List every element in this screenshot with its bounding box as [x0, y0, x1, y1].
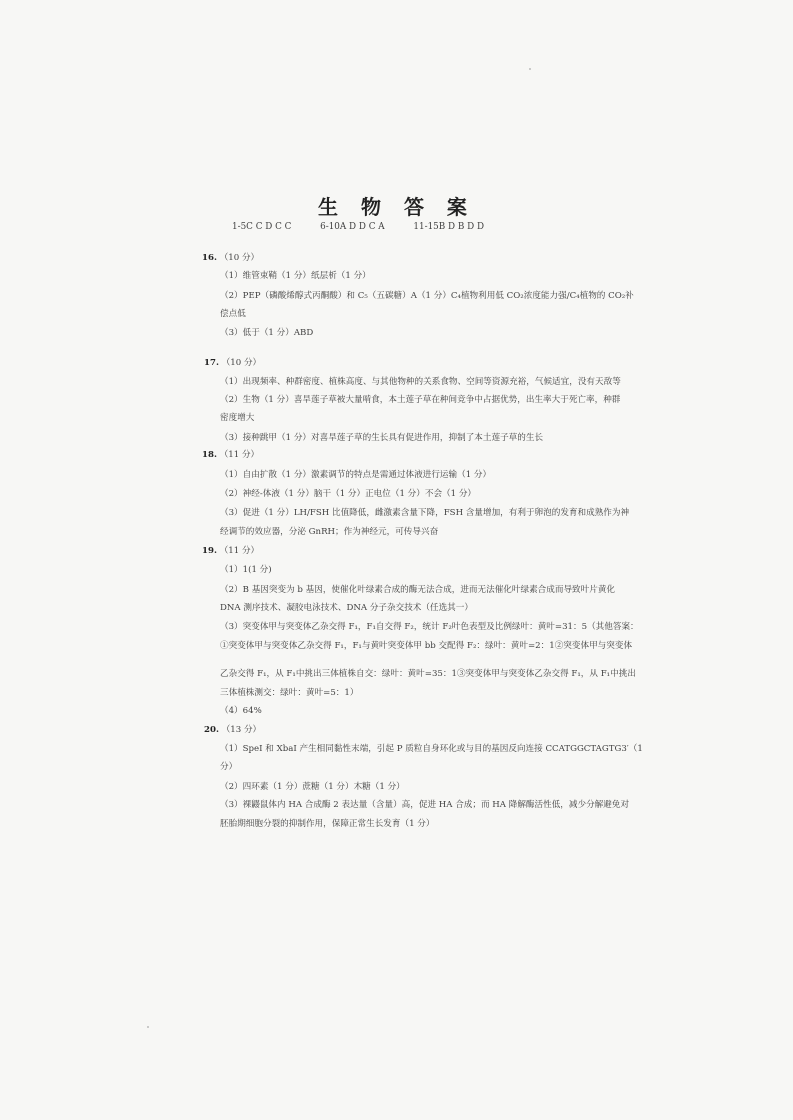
q16-line-1: （1）维管束鞘（1 分）纸层析（1 分） — [220, 271, 371, 281]
q19-header — [202, 545, 259, 557]
q18-line-1: （1）自由扩散（1 分）激素调节的特点是需通过体液进行运输（1 分） — [220, 470, 492, 480]
q18-header — [202, 449, 259, 461]
choice-answers — [232, 221, 510, 233]
question-score: （11 分） — [219, 546, 260, 556]
q16-header — [202, 252, 259, 264]
q17-line-1: （1）出现频率、种群密度、植株高度、与其他物种的关系食物、空间等资源充裕，气候适宜，没有天敌等 — [220, 377, 621, 387]
q19-line-8: （4）64% — [220, 706, 262, 716]
q20-line-1: （1）SpeI 和 XbaI 产生相同黏性末端，引起 P 质粒自身环化或与目的基因反向连接 CCATGGCTAGTG3′（1 — [220, 744, 643, 754]
q18-line-2: （2）神经-体液（1 分）脑干（1 分）正电位（1 分）不会（1 分） — [220, 489, 477, 499]
q17-line-3: 密度增大 — [220, 413, 255, 423]
q18-line-4: 经调节的效应器，分泌 GnRH；作为神经元，可传导兴奋 — [220, 527, 439, 537]
question-score: （11 分） — [219, 450, 260, 460]
q19-line-3: DNA 测序技术、凝胶电泳技术、DNA 分子杂交技术（任选其一） — [220, 603, 473, 613]
q19-line-4: （3）突变体甲与突变体乙杂交得 F₁，F₁自交得 F₂，统计 F₂叶色表型及比例绿叶：黄叶=31：5（其他答案： — [220, 622, 639, 632]
scan-speck — [529, 68, 531, 70]
q20-line-2: 分） — [220, 762, 238, 772]
q17-line-2: （2）生物（1 分）喜旱莲子草被大量啃食，本土莲子草在种间竞争中占据优势，出生率大于死亡率，种群 — [220, 395, 621, 405]
question-score: （10 分） — [219, 253, 260, 263]
question-score: （13 分） — [221, 725, 262, 735]
q18-line-3: （3）促进（1 分）LH/FSH 比值降低，雌激素含量下降，FSH 含量增加，有利于卵泡的发育和成熟作为神 — [220, 508, 630, 518]
question-number: 16. — [202, 253, 217, 263]
q16-line-4: （3）低于（1 分）ABD — [220, 328, 314, 338]
choice-answers-6-10: 6-10A D D C A — [320, 222, 385, 232]
page-title: 生 物 答 案 — [318, 195, 475, 219]
question-number: 20. — [204, 725, 219, 735]
q19-line-1: （1）1(1 分) — [220, 565, 272, 575]
question-score: （10 分） — [221, 358, 262, 368]
question-number: 18. — [202, 450, 217, 460]
q19-line-6: 乙杂交得 F₁，从 F₁中挑出三体植株自交：绿叶：黄叶=35：1③突变体甲与突变体乙杂交得 F₁，从 F₁中挑出 — [220, 669, 636, 679]
q19-line-5: ①突变体甲与突变体乙杂交得 F₁，F₁与黄叶突变体甲 bb 交配得 F₂：绿叶：黄叶=2：1②突变体甲与突变体 — [220, 641, 633, 651]
q17-line-4: （3）接种跳甲（1 分）对喜旱莲子草的生长具有促进作用，抑制了本土莲子草的生长 — [220, 433, 544, 443]
q20-line-3: （2）四环素（1 分）蔗糖（1 分）木糖（1 分） — [220, 782, 405, 792]
q20-line-4: （3）裸鼹鼠体内 HA 合成酶 2 表达量（含量）高，促进 HA 合成；而 HA 降解酶活性低，减少分解避免对 — [220, 800, 630, 810]
q17-header — [204, 357, 261, 369]
choice-answers-11-15: 11-15B D B D D — [413, 222, 485, 232]
q19-line-7: 三体植株测交：绿叶：黄叶=5：1） — [220, 688, 359, 698]
q20-header — [204, 724, 261, 736]
q20-line-5: 胚胎期细胞分裂的抑制作用，保障正常生长发育（1 分） — [220, 819, 435, 829]
question-number: 17. — [204, 358, 219, 368]
scan-speck — [147, 1026, 149, 1028]
choice-answers-1-5: 1-5C C D C C — [232, 222, 292, 232]
q16-line-2: （2）PEP（磷酸烯醇式丙酮酸）和 C₅（五碳糖）A（1 分）C₄植物利用低 CO₂浓度能力强/C₄植物的 CO₂补 — [220, 291, 634, 301]
q19-line-2: （2）B 基因突变为 b 基因，使催化叶绿素合成的酶无法合成，进而无法催化叶绿素合成而导致叶片黄化 — [220, 585, 616, 595]
question-number: 19. — [202, 546, 217, 556]
q16-line-3: 偿点低 — [220, 309, 246, 319]
